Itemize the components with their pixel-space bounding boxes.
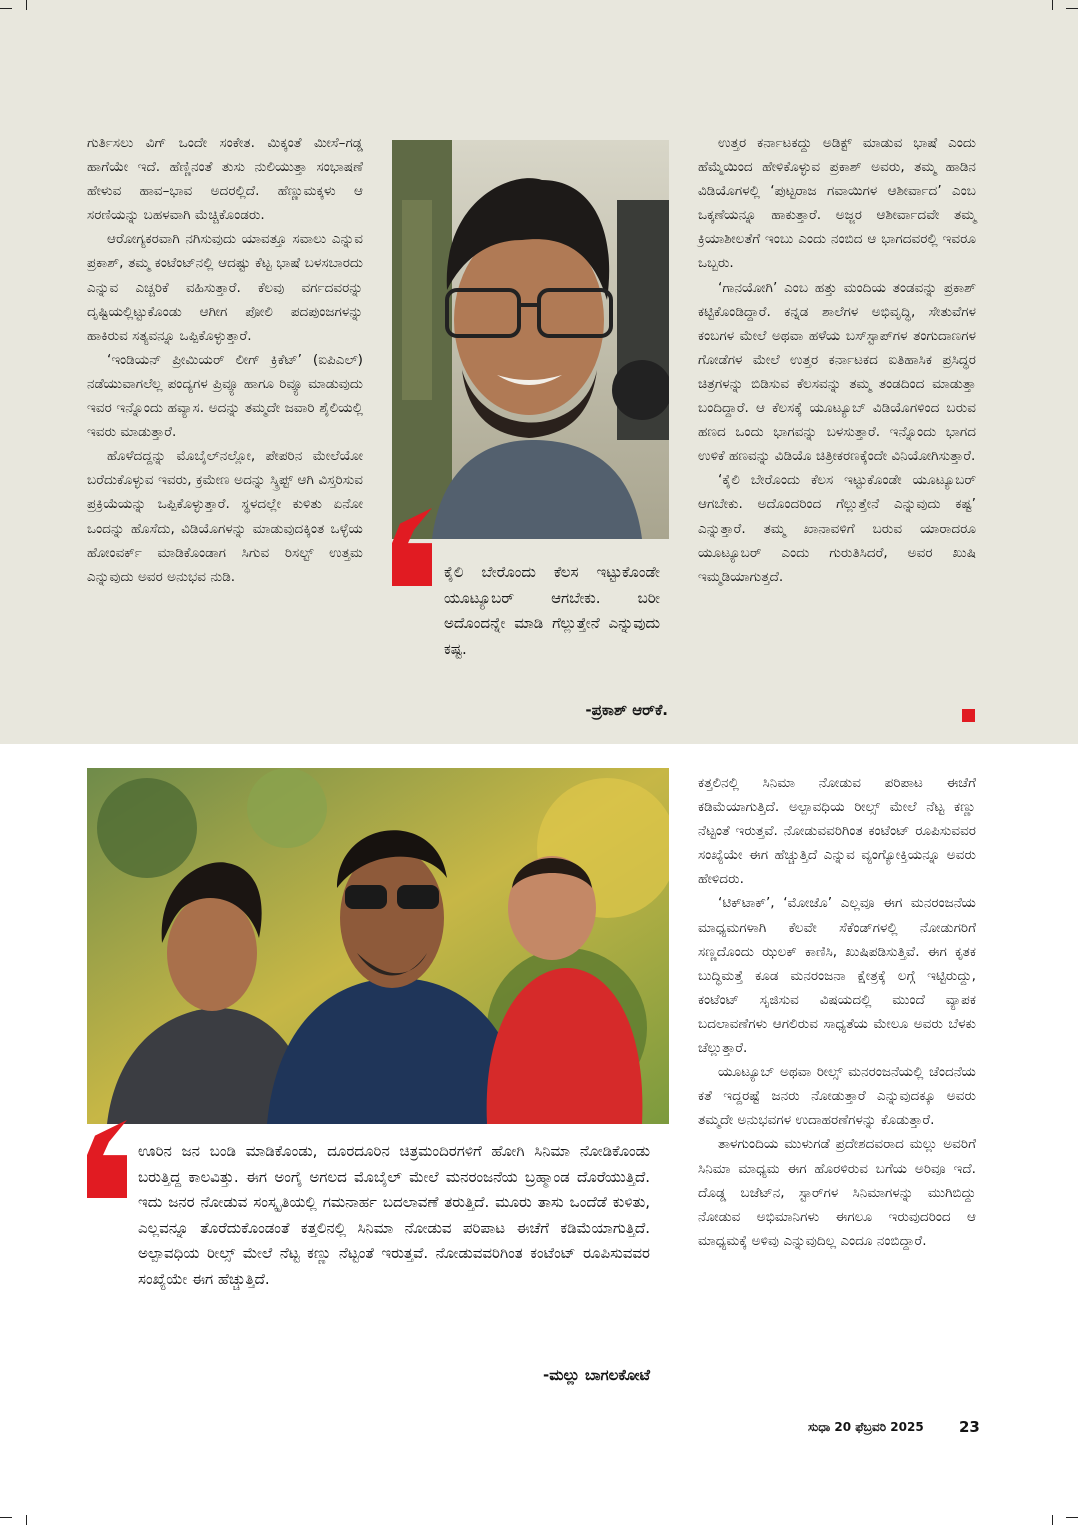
top-left-column [87,131,363,589]
paragraph: ಆರೋಗ್ಯಕರವಾಗಿ ನಗಿಸುವುದು ಯಾವತ್ತೂ ಸವಾಲು ಎನ್ನುವ ಪ್ರಕಾಶ್, ತಮ್ಮ ಕಂಟೆಂಟ್‌ನಲ್ಲಿ ಆದಷ್ಟು ಕೆಟ್ಟ ಭಾಷೆ ಬಳಸಬಾರದು ಎನ್ನುವ ಎಚ್ಚರಿಕೆ ವಹಿಸುತ್ತಾರೆ. ಕೆಲವು ವರ್ಗದವರನ್ನು ದೃಷ್ಟಿಯಲ್ಲಿಟ್ಟುಕೊಂಡು ಆಗೀಗ ಪೋಲಿ ಪದಪುಂಜಗಳನ್ನು ಹಾಕಿರುವ ಸತ್ಯವನ್ನೂ ಒಪ್ಪಿಕೊಳ್ಳುತ್ತಾರೆ. [87,231,363,344]
paragraph: ‘ಟಿಕ್‌ಟಾಕ್’, ‘ಮೋಜೊ’ ಎಲ್ಲವೂ ಈಗ ಮನರಂಜನೆಯ ಮಾಧ್ಯಮಗಳಾಗಿ ಕೆಲವೇ ಸೆಕೆಂಡ್‌ಗಳಲ್ಲಿ ನೋಡುಗರಿಗೆ ಸಣ್ಣದೊಂದು ಝಲಕ್ ಕಾಣಿಸಿ, ಖುಷಿಪಡಿಸುತ್ತಿವೆ. ಈಗ ಕೃತಕ ಬುದ್ಧಿಮತ್ತೆ ಕೂಡ ಮನರಂಜನಾ ಕ್ಷೇತ್ರಕ್ಕೆ ಲಗ್ಗೆ ಇಟ್ಟಿರುದ್ದು, ಕಂಟೆಂಟ್ ಸೃಜಿಸುವ ವಿಷಯದಲ್ಲಿ ಮುಂದೆ ವ್ಯಾಪಕ ಬದಲಾವಣೆಗಳು ಆಗಲಿರುವ ಸಾಧ್ಯತೆಯ ಮೇಲೂ ಅವರು ಬೆಳಕು ಚೆಲ್ಲುತ್ತಾರೆ. [698,895,976,1057]
paragraph: ತಾಳಗುಂದಿಯ ಮುಳುಗಡೆ ಪ್ರದೇಶದವರಾದ ಮಲ್ಲು ಅವರಿಗೆ ಸಿನಿಮಾ ಮಾಧ್ಯಮ ಈಗ ಹೊರಳಿರುವ ಬಗೆಯ ಅರಿವೂ ಇದೆ. ದೊಡ್ಡ ಬಜೆಟ್‌ನ, ಸ್ಟಾರ್‌ಗಳ ಸಿನಿಮಾಗಳನ್ನು ಮುಗಿಬಿದ್ದು ನೋಡುವ ಅಭಿಮಾನಿಗಳು ಈಗಲೂ ಇರುವುದರಿಂದ ಆ ಮಾಧ್ಯಮಕ್ಕೆ ಅಳಿವು ಎನ್ನುವುದಿಲ್ಲ ಎಂದೂ ನಂಬಿದ್ದಾರೆ. [698,1136,976,1249]
paragraph: ಹೊಳೆದದ್ದನ್ನು ಮೊಬೈಲ್‌ನಲ್ಲೋ, ಪೇಪರಿನ ಮೇಲೆಯೋ ಬರೆದುಕೊಳ್ಳುವ ಇವರು, ಕ್ರಮೇಣ ಅದನ್ನು ಸ್ಕ್ರಿಪ್ಟ್ ಆಗಿ ವಿಸ್ತರಿಸುವ ಪ್ರಕ್ರಿಯೆಯನ್ನು ಒಪ್ಪಿಕೊಳ್ಳುತ್ತಾರೆ. ಸ್ಥಳದಲ್ಲೇ ಕುಳಿತು ಏನೋ ಒಂದನ್ನು ಹೊಸೆದು, ವಿಡಿಯೊಗಳನ್ನು ಮಾಡುವುದಕ್ಕಿಂತ ಒಳ್ಳೆಯ ಹೋಂವರ್ಕ್ ಮಾಡಿಕೊಂಡಾಗ ಸಿಗುವ ರಿಸಲ್ಟ್ ಉತ್ತಮ ಎನ್ನುವುದು ಅವರ ಅನುಭವ ನುಡಿ. [87,448,363,585]
top-right-column [698,131,976,589]
family-illustration [87,768,669,1124]
crop-mark-bottom-left [0,1517,12,1518]
crop-mark-bottom-left-v [26,1515,27,1525]
family-photo-mallu [87,768,669,1124]
portrait-illustration [392,140,669,539]
pull-quote-top: ಕೈಲಿ ಬೇರೊಂದು ಕೆಲಸ ಇಟ್ಟುಕೊಂಡೇ ಯೂಟ್ಯೂಬರ್ ಆಗಬೇಕು. ಬರೀ ಅದೊಂದನ್ನೇ ಮಾಡಿ ಗೆಲ್ಲುತ್ತೇನೆ ಎನ್ನುವುದು ಕಷ್ಟ. [444,563,660,658]
pull-quote-credit-bottom: -ಮಲ್ಲು ಬಾಗಲಕೋಟೆ [542,1366,650,1384]
crop-mark-top-right [1066,8,1078,9]
paragraph: ಗುರ್ತಿಸಲು ವಿಗ್ ಒಂದೇ ಸಂಕೇತ. ಮಿಕ್ಕಂತೆ ಮೀಸೆ–ಗಡ್ಡ ಹಾಗೆಯೇ ಇದೆ. ಹೆಣ್ಣಿನಂತೆ ತುಸು ನುಲಿಯುತ್ತಾ ಸಂಭಾಷಣೆ ಹೇಳುವ ಹಾವ–ಭಾವ ಅದರಲ್ಲಿದೆ. ಹೆಣ್ಣುಮಕ್ಕಳು ಆ ಸರಣಿಯನ್ನು ಬಹಳವಾಗಿ ಮೆಚ್ಚಿಕೊಂಡರು. [87,135,363,224]
article-end-mark [962,709,975,722]
crop-mark-top-left-v [26,0,27,10]
paragraph: ‘ಇಂಡಿಯನ್ ಪ್ರೀಮಿಯರ್ ಲೀಗ್ ಕ್ರಿಕೆಟ್’ (ಐಪಿಎಲ್) ನಡೆಯುವಾಗಲೆಲ್ಲ ಪಂದ್ಯಗಳ ಪ್ರಿವ್ಯೂ ಹಾಗೂ ರಿವ್ಯೂ ಮಾಡುವುದು ಇವರ ಇನ್ನೊಂದು ಹವ್ಯಾಸ. ಅದನ್ನು ತಮ್ಮದೇ ಜವಾರಿ ಶೈಲಿಯಲ್ಲಿ ಇವರು ಮಾಡುತ್ತಾರೆ. [87,351,363,441]
paragraph: ‘ಕೈಲಿ ಬೇರೊಂದು ಕೆಲಸ ಇಟ್ಟುಕೊಂಡೇ ಯೂಟ್ಯೂಬರ್ ಆಗಬೇಕು. ಅದೊಂದರಿಂದ ಗೆಲ್ಲುತ್ತೇನೆ ಎನ್ನುವುದು ಕಷ್ಟ’ ಎನ್ನುತ್ತಾರೆ. ತಮ್ಮ ಖಾನಾವಳಿಗೆ ಬರುವ ಯಾರಾದರೂ ಯೂಟ್ಯೂಬರ್ ಎಂದು ಗುರುತಿಸಿದರೆ, ಅವರ ಖುಷಿ ಇಮ್ಮಡಿಯಾಗುತ್ತದೆ. [698,472,976,585]
bottom-right-column [698,771,976,1253]
pull-quote-bottom: ಊರಿನ ಜನ ಬಂಡಿ ಮಾಡಿಕೊಂಡು, ದೂರದೂರಿನ ಚಿತ್ರಮಂದಿರಗಳಿಗೆ ಹೋಗಿ ಸಿನಿಮಾ ನೋಡಿಕೊಂಡು ಬರುತ್ತಿದ್ದ ಕಾಲವಿತ್ತು. ಈಗ ಅಂಗೈ ಅಗಲದ ಮೊಬೈಲ್ ಮೇಲೆ ಮನರಂಜನೆಯ ಬ್ರಹ್ಮಾಂಡ ದೊರೆಯುತ್ತಿದೆ. ಇದು ಜನರ ನೋಡುವ ಸಂಸ್ಕೃತಿಯಲ್ಲಿ ಗಮನಾರ್ಹ ಬದಲಾವಣೆ ತರುತ್ತಿದೆ. ಮೂರು ತಾಸು ಒಂದೆಡೆ ಕುಳಿತು, ಎಲ್ಲವನ್ನೂ ತೊರೆದುಕೊಂಡಂತೆ ಕತ್ತಲಿನಲ್ಲಿ ಸಿನಿಮಾ ನೋಡುವ ಪರಿಪಾಟ ಈಚೆಗೆ ಕಡಿಮೆಯಾಗುತ್ತಿದೆ. ಅಲ್ಪಾವಧಿಯ ರೀಲ್ಸ್ ಮೇಲೆ ನೆಟ್ಟ ಕಣ್ಣು ನೆಟ್ಟಂತೆ ಇರುತ್ತವೆ. ನೋಡುವವರಿಗಿಂತ ಕಂಟೆಂಟ್ ರೂಪಿಸುವವರ ಸಂಖ್ಯೆಯೇ ಈಗ ಹೆಚ್ಚುತ್ತಿದೆ. [138,1142,650,1288]
crop-mark-bottom-right [1066,1517,1078,1518]
paragraph: ಯೂಟ್ಯೂಬ್ ಅಥವಾ ರೀಲ್ಸ್ ಮನರಂಜನೆಯಲ್ಲಿ ಚೆಂದನೆಯ ಕತೆ ಇದ್ದರಷ್ಟೆ ಜನರು ನೋಡುತ್ತಾರೆ ಎನ್ನುವುದಕ್ಕೂ ಅವರು ತಮ್ಮದೇ ಅನುಭವಗಳ ಉದಾಹರಣೆಗಳನ್ನು ಕೊಡುತ್ತಾರೆ. [698,1064,976,1129]
pull-quote-credit-top: -ಪ್ರಕಾಶ್ ಆರ್‌ಕೆ. [585,701,668,719]
paragraph: ಉತ್ತರ ಕರ್ನಾಟಕದ್ದು ಅಡಿಕ್ಟ್ ಮಾಡುವ ಭಾಷೆ ಎಂದು ಹೆಮ್ಮೆಯಿಂದ ಹೇಳಿಕೊಳ್ಳುವ ಪ್ರಕಾಶ್ ಅವರು, ತಮ್ಮ ಹಾಡಿನ ವಿಡಿಯೊಗಳಲ್ಲಿ ‘ಪುಟ್ಟರಾಜ ಗವಾಯಿಗಳ ಆಶೀರ್ವಾದ’ ಎಂಬ ಒಕ್ಕಣೆಯನ್ನೂ ಹಾಕುತ್ತಾರೆ. ಅಜ್ಜರ ಆಶೀರ್ವಾದವೇ ತಮ್ಮ ಕ್ರಿಯಾಶೀಲತೆಗೆ ಇಂಬು ಎಂದು ನಂಬಿದ ಆ ಭಾಗದವರಲ್ಲಿ ಇವರೂ ಒಬ್ಬರು. [698,135,976,272]
crop-mark-bottom-right-v [1052,1515,1053,1525]
crop-mark-top-left [0,8,12,9]
red-quote-mark-bottom [87,1120,127,1198]
crop-mark-top-right-v [1052,0,1053,10]
portrait-photo-prakash [392,140,669,539]
folio-publication-date: ಸುಧಾ 20 ಫೆಬ್ರವರಿ 2025 [808,1420,924,1434]
paragraph: ಕತ್ತಲಿನಲ್ಲಿ ಸಿನಿಮಾ ನೋಡುವ ಪರಿಪಾಟ ಈಚೆಗೆ ಕಡಿಮೆಯಾಗುತ್ತಿದೆ. ಅಲ್ಪಾವಧಿಯ ರೀಲ್ಸ್ ಮೇಲೆ ನೆಟ್ಟ ಕಣ್ಣು ನೆಟ್ಟಂತೆ ಇರುತ್ತವೆ. ನೋಡುವವರಿಗಿಂತ ಕಂಟೆಂಟ್ ರೂಪಿಸುವವರ ಸಂಖ್ಯೆಯೇ ಈಗ ಹೆಚ್ಚುತ್ತಿದೆ ಎನ್ನುವ ವ್ಯಂಗ್ಯೋಕ್ತಿಯನ್ನೂ ಅವರು ಹೇಳಿದರು. [698,775,976,888]
paragraph: ‘ಗಾನಯೋಗಿ’ ಎಂಬ ಹತ್ತು ಮಂದಿಯ ತಂಡವನ್ನು ಪ್ರಕಾಶ್ ಕಟ್ಟಿಕೊಂಡಿದ್ದಾರೆ. ಕನ್ನಡ ಶಾಲೆಗಳ ಅಭಿವೃದ್ಧಿ, ಸೇತುವೆಗಳ ಕಂಬಗಳ ಮೇಲೆ ಅಥವಾ ಹಳೆಯ ಬಸ್‌ಸ್ಟಾಪ್‌ಗಳ ತಂಗುದಾಣಗಳ ಗೋಡೆಗಳ ಮೇಲೆ ಉತ್ತರ ಕರ್ನಾಟಕದ ಐತಿಹಾಸಿಕ ಪ್ರಸಿದ್ಧರ ಚಿತ್ರಗಳನ್ನು ಬಿಡಿಸುವ ಕೆಲಸವನ್ನು ತಮ್ಮ ತಂಡದಿಂದ ಮಾಡುತ್ತಾ ಬಂದಿದ್ದಾರೆ. ಆ ಕೆಲಸಕ್ಕೆ ಯೂಟ್ಯೂಬ್ ವಿಡಿಯೊಗಳಿಂದ ಬರುವ ಹಣದ ಒಂದು ಭಾಗವನ್ನು ಬಳಸುತ್ತಾರೆ. ಇನ್ನೊಂದು ಭಾಗದ ಉಳಿಕೆ ಹಣವನ್ನು ವಿಡಿಯೊ ಚಿತ್ರೀಕರಣಕ್ಕೆಂದೇ ವಿನಿಯೋಗಿಸುತ್ತಾರೆ. [698,279,976,465]
page-number: 23 [959,1418,980,1436]
